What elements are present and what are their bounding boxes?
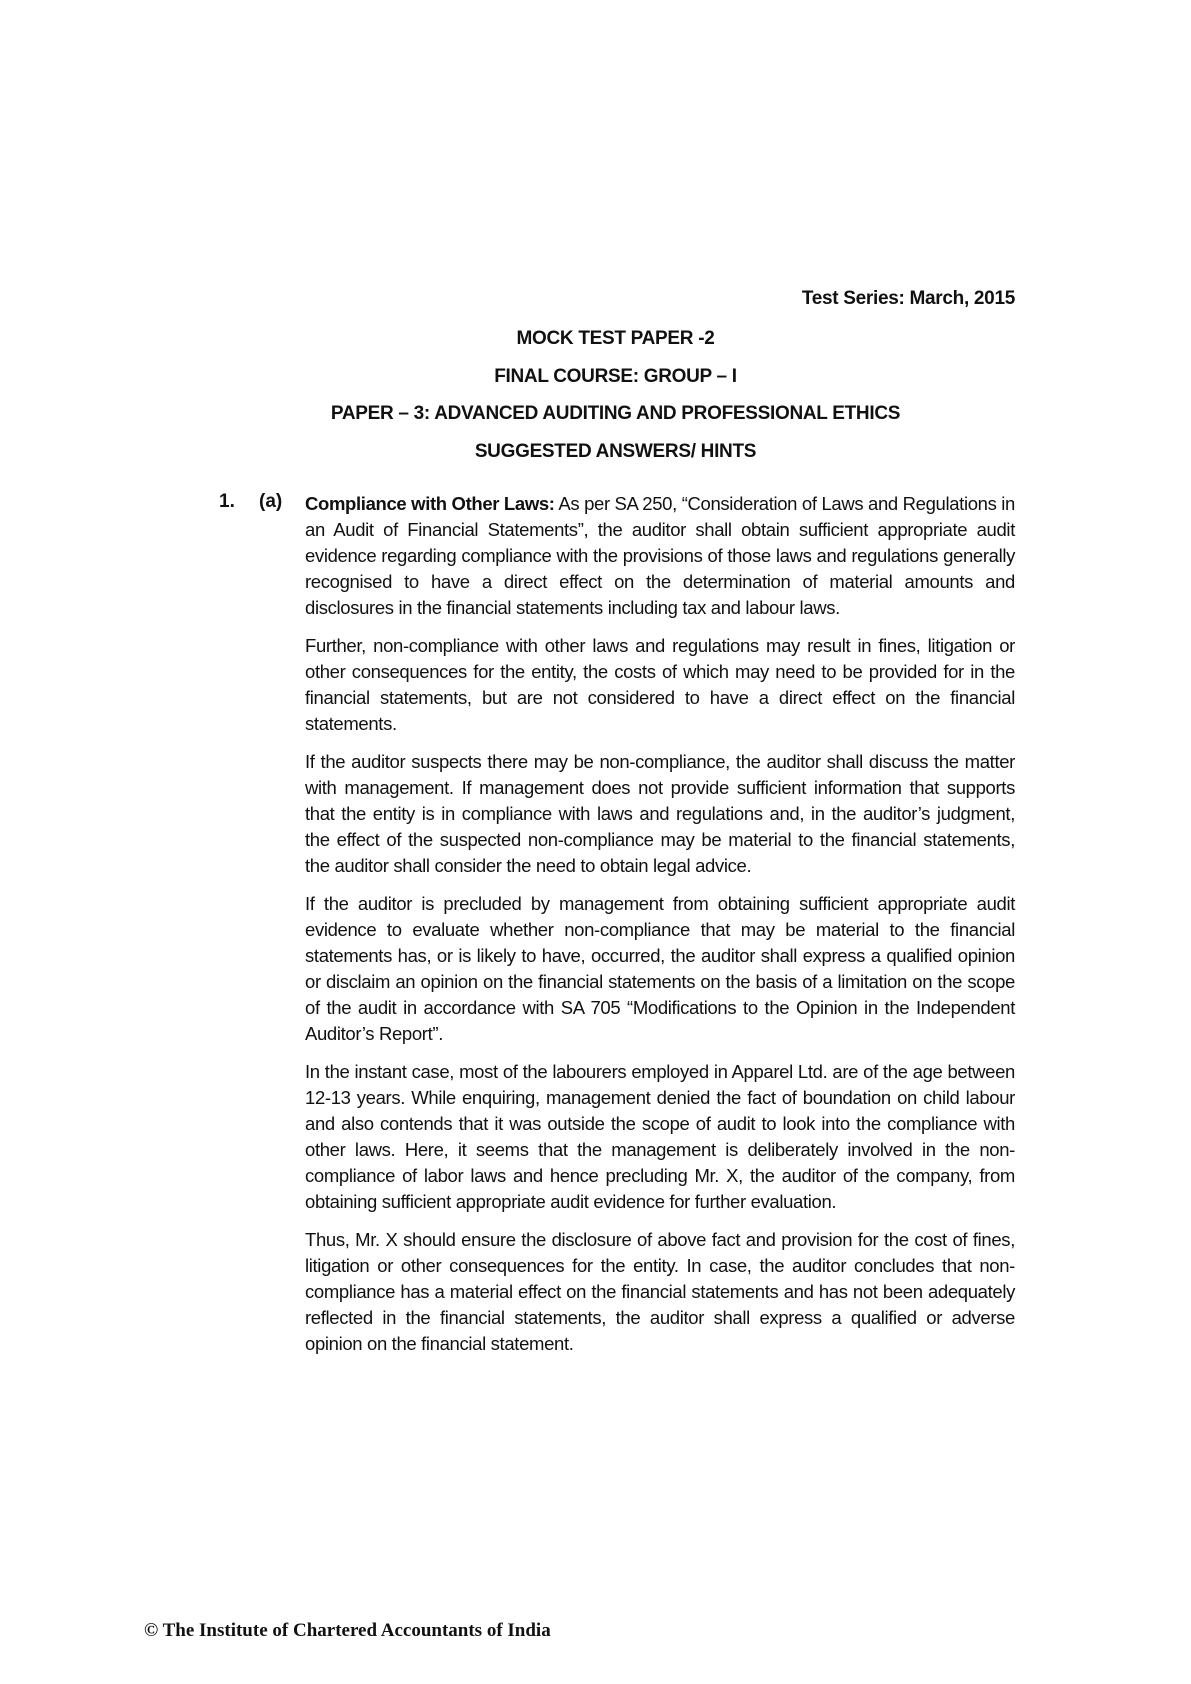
question-number: 1. [219,491,235,512]
answer-paragraph-4: If the auditor is precluded by management from obtaining sufficient appropriate audit evidence to evaluate whether non-compliance that may be material to the financial statements has, or is likely to have, occurred, the auditor shall express a qualified opinion or disclaim an opinion on the financial statements on the basis of a limitation on the scope of the audit in accordance with SA 705 “Modifications to the Opinion in the Independent Auditor’s Report”. [305,893,1015,1044]
paper-heading: PAPER – 3: ADVANCED AUDITING AND PROFESSIONAL ETHICS [330,403,901,424]
answer-body [305,491,1015,1369]
course-heading: FINAL COURSE: GROUP – I [494,366,737,387]
answer-paragraph-3: If the auditor suspects there may be non-compliance, the auditor shall discuss the matter with management. If management does not provide sufficient information that supports that the entity is in compliance with laws and regulations and, in the auditor’s judgment, the effect of the suspected non-compliance may be material to the financial statements, the auditor shall consider the need to obtain legal advice. [305,751,1015,876]
answer-paragraph-2: Further, non-compliance with other laws and regulations may result in fines, litigation or other consequences for the entity, the costs of which may need to be provided for in the financial statements, but are not considered to have a direct effect on the financial statements. [305,635,1015,734]
answers-subtitle: SUGGESTED ANSWERS/ HINTS [474,441,757,462]
answer-paragraph-6: Thus, Mr. X should ensure the disclosure of above fact and provision for the cost of fines, litigation or other consequences for the entity. In case, the auditor concludes that non-compliance has a material effect on the financial statements and has not been adequately reflected in the financial statements, the auditor shall express a qualified or adverse opinion on the financial statement. [305,1229,1015,1354]
test-series-label: Test Series: March, 2015 [801,288,1015,309]
answer-paragraph-1 [305,491,1015,621]
answer-paragraph-1-text: As per SA 250, “Consideration of Laws and Regulations in an Audit of Financial Statements”, the auditor shall obtain sufficient appropriate audit evidence regarding compliance with the provisions of those laws and regulations generally recognised to have a direct effect on the determination of material amounts and disclosures in the financial statements including tax and labour laws. [305,493,1015,618]
question-part-label: (a) [259,491,283,512]
copyright-footer: © The Institute of Chartered Accountants of India [144,1620,551,1641]
mock-test-title: MOCK TEST PAPER -2 [516,328,715,349]
answer-paragraph-5: In the instant case, most of the labourers employed in Apparel Ltd. are of the age between 12-13 years. While enquiring, management denied the fact of boundation on child labour and also contends that it was outside the scope of audit to look into the compliance with other laws. Here, it seems that the management is deliberately involved in the non-compliance of labor laws and hence precluding Mr. X, the auditor of the company, from obtaining sufficient appropriate audit evidence for further evaluation. [305,1061,1015,1212]
answer-lead-heading: Compliance with Other Laws: [305,493,555,514]
